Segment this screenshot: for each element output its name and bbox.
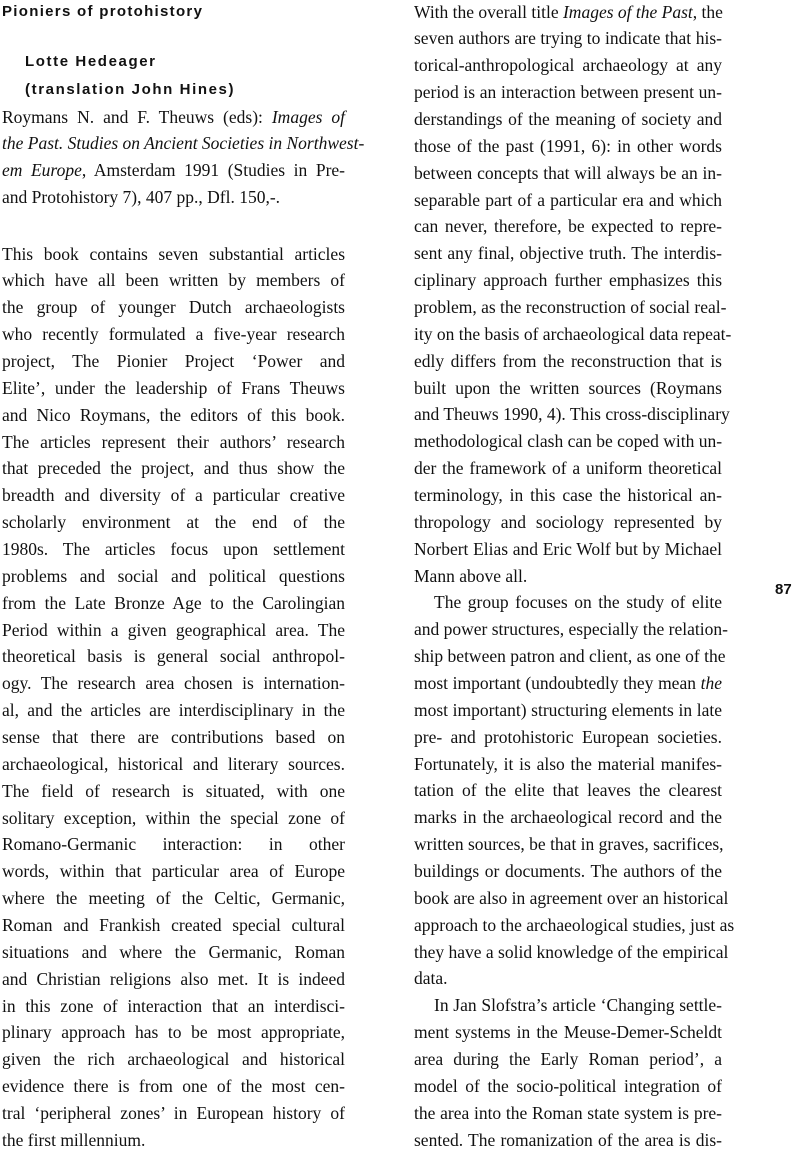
text-segment: words, within that particular area of Europe bbox=[2, 861, 345, 882]
body-line bbox=[414, 536, 722, 563]
body-line bbox=[2, 429, 345, 456]
body-line bbox=[2, 751, 345, 778]
body-line bbox=[414, 348, 722, 375]
citation-line bbox=[2, 104, 345, 131]
body-line bbox=[2, 375, 345, 402]
text-segment: In Jan Slofstra’s article ‘Changing settle- bbox=[434, 995, 722, 1016]
body-line bbox=[414, 401, 730, 428]
body-line bbox=[2, 912, 345, 939]
text-segment: area during the Early Roman period’, a bbox=[414, 1049, 722, 1070]
italic-text: the Past. Studies on Ancient Societies in Northwest- bbox=[2, 133, 365, 154]
body-line bbox=[414, 321, 732, 348]
text-segment: sented. The romanization of the area is dis- bbox=[414, 1129, 722, 1150]
italic-text: em Europe bbox=[2, 160, 82, 181]
text-segment: approach to the archaeological studies, just as bbox=[414, 914, 735, 935]
text-segment: Roman and Frankish created special cultural bbox=[2, 915, 345, 935]
text-segment: Romano-Germanic interaction: in other bbox=[2, 834, 345, 855]
body-line bbox=[2, 805, 345, 832]
text-segment: The group focuses on the study of elite bbox=[434, 592, 722, 613]
text-segment: scholarly environment at the end of the bbox=[2, 512, 345, 533]
body-line bbox=[2, 241, 345, 268]
body-line bbox=[414, 240, 722, 267]
body-line bbox=[2, 939, 345, 966]
body-line bbox=[414, 267, 722, 294]
text-segment: written sources, be that in graves, sacrifices, bbox=[414, 834, 724, 855]
text-segment: who recently formulated a five-year research bbox=[2, 324, 345, 345]
text-segment: built upon the written sources (Roymans bbox=[414, 377, 722, 398]
body-line bbox=[2, 670, 345, 697]
text-segment: ment systems in the Meuse-Demer-Scheldt bbox=[414, 1022, 722, 1043]
body-line bbox=[2, 643, 345, 670]
body-line bbox=[414, 509, 722, 536]
body-line bbox=[414, 1100, 722, 1127]
citation-line bbox=[2, 184, 345, 211]
page-number: 87 bbox=[775, 581, 792, 598]
text-segment: This book contains seven substantial articles bbox=[2, 243, 345, 264]
text-segment: Roymans N. and F. Theuws (eds): bbox=[2, 106, 272, 127]
body-line bbox=[2, 617, 345, 644]
body-line bbox=[414, 616, 728, 643]
body-line bbox=[414, 79, 722, 106]
text-segment: archaeological, historical and literary sources. bbox=[2, 753, 345, 774]
body-line bbox=[2, 724, 345, 751]
body-line bbox=[2, 966, 345, 993]
text-segment: problems and social and political questions bbox=[2, 565, 345, 586]
text-segment: marks in the archaeological record and the bbox=[414, 807, 722, 828]
text-segment: theoretical basis is general social anthropol- bbox=[2, 646, 345, 667]
text-segment: from the Late Bronze Age to the Carolingian bbox=[2, 592, 345, 613]
text-segment: derstandings of the meaning of society and bbox=[414, 108, 722, 129]
text-segment: der the framework of a uniform theoretical bbox=[414, 458, 722, 479]
text-segment: plinary approach has to be most appropriate, bbox=[2, 1022, 345, 1043]
body-line bbox=[414, 0, 722, 26]
body-line bbox=[414, 52, 722, 79]
body-line bbox=[2, 563, 345, 590]
body-line bbox=[414, 965, 722, 992]
body-line bbox=[2, 590, 345, 617]
body-line bbox=[2, 348, 345, 375]
body-line bbox=[414, 1127, 722, 1154]
text-segment: and Protohistory 7), 407 pp., Dfl. 150,-. bbox=[2, 187, 281, 208]
text-segment: , Amsterdam 1991 (Studies in Pre- bbox=[81, 160, 346, 181]
italic-text: Images of bbox=[271, 106, 345, 127]
body-line bbox=[414, 455, 722, 482]
text-segment: Period within a given geographical area. The bbox=[2, 619, 345, 640]
body-line bbox=[414, 804, 722, 831]
body-line bbox=[2, 778, 345, 805]
text-segment: tral ‘peripheral zones’ in European history of bbox=[2, 1103, 345, 1124]
text-segment: With the overall title bbox=[414, 1, 563, 22]
body-line bbox=[2, 1046, 345, 1073]
text-segment: Fortunately, it is also the material manifes- bbox=[414, 753, 722, 774]
author-name: Lotte Hedeager bbox=[25, 53, 157, 70]
body-line bbox=[2, 858, 345, 885]
text-segment: the first millennium. bbox=[2, 1129, 146, 1150]
text-segment: methodological clash can be coped with un- bbox=[414, 431, 723, 452]
text-segment: between concepts that will always be an in- bbox=[414, 162, 722, 183]
text-segment: al, and the articles are interdisciplinary in the bbox=[2, 700, 345, 721]
text-segment: seven authors are trying to indicate that his- bbox=[414, 28, 722, 49]
text-segment: project, The Pionier Project ‘Power and bbox=[2, 350, 345, 371]
body-line bbox=[2, 402, 345, 429]
text-segment: ogy. The research area chosen is internation- bbox=[2, 673, 345, 694]
body-line bbox=[414, 885, 729, 912]
body-line bbox=[2, 1073, 345, 1100]
body-line bbox=[414, 643, 726, 670]
translator-credit: (translation John Hines) bbox=[25, 81, 236, 98]
text-segment: breadth and diversity of a particular creative bbox=[2, 485, 345, 506]
text-segment: situations and where the Germanic, Roman bbox=[2, 941, 345, 962]
text-segment: given the rich archaeological and historical bbox=[2, 1049, 345, 1070]
text-segment: in this zone of interaction that an interdisci- bbox=[2, 995, 345, 1016]
body-line bbox=[414, 1046, 722, 1073]
text-segment: ciplinary approach further emphasizes this bbox=[414, 270, 722, 291]
body-line bbox=[2, 1100, 345, 1127]
text-segment: torical-anthropological archaeology at any bbox=[414, 55, 722, 76]
body-line bbox=[414, 106, 722, 133]
text-segment: , the bbox=[692, 1, 723, 22]
text-segment: problem, as the reconstruction of social real- bbox=[414, 296, 727, 317]
text-segment: most important (undoubtedly they mean bbox=[414, 673, 701, 693]
body-line bbox=[2, 993, 345, 1020]
body-line bbox=[414, 133, 722, 160]
text-segment: and Christian religions also met. It is indeed bbox=[2, 968, 345, 989]
body-line bbox=[414, 939, 729, 966]
body-line bbox=[2, 509, 345, 536]
body-line bbox=[414, 25, 722, 52]
citation-line bbox=[2, 130, 365, 157]
body-line bbox=[414, 858, 722, 885]
text-segment: and Nico Roymans, the editors of this book. bbox=[2, 404, 345, 425]
text-segment: terminology, in this case the historical an- bbox=[414, 484, 722, 505]
text-segment: where the meeting of the Celtic, Germanic, bbox=[2, 888, 345, 909]
body-line bbox=[414, 751, 722, 778]
text-segment: and Theuws 1990, 4). This cross-disciplinary bbox=[414, 404, 730, 425]
text-segment: solitary exception, within the special zone of bbox=[2, 807, 345, 828]
text-segment: tation of the elite that leaves the clearest bbox=[414, 780, 722, 801]
text-segment: Norbert Elias and Eric Wolf but by Michael bbox=[414, 538, 722, 559]
body-line bbox=[414, 697, 722, 724]
body-line bbox=[2, 482, 345, 509]
body-line bbox=[414, 831, 722, 858]
body-line bbox=[414, 294, 727, 321]
text-segment: Mann above all. bbox=[414, 565, 528, 586]
text-segment: that preceded the project, and thus show the bbox=[2, 458, 345, 479]
text-segment: thropology and sociology represented by bbox=[414, 511, 722, 532]
body-line bbox=[2, 831, 345, 858]
text-segment: separable part of a particular era and which bbox=[414, 189, 722, 210]
body-line bbox=[414, 187, 722, 214]
body-line bbox=[414, 375, 722, 402]
italic-text: Images of the Past bbox=[562, 1, 693, 22]
body-line bbox=[414, 912, 735, 939]
text-segment: model of the socio-political integration of bbox=[414, 1075, 722, 1096]
text-segment: evidence there is from one of the most cen- bbox=[2, 1076, 345, 1097]
body-line bbox=[414, 589, 722, 616]
body-line bbox=[414, 777, 722, 804]
text-segment: the group of younger Dutch archaeologists bbox=[2, 297, 345, 318]
body-line bbox=[414, 670, 722, 697]
text-segment: buildings or documents. The authors of the bbox=[414, 861, 722, 882]
body-line bbox=[414, 428, 722, 455]
body-line bbox=[2, 885, 345, 912]
body-line bbox=[414, 992, 722, 1019]
text-segment: ity on the basis of archaeological data repeat- bbox=[414, 323, 732, 344]
body-line bbox=[2, 321, 345, 348]
italic-text: the bbox=[700, 673, 722, 693]
body-line bbox=[2, 697, 345, 724]
text-segment: the area into the Roman state system is pre- bbox=[414, 1102, 722, 1123]
text-segment: they have a solid knowledge of the empirical bbox=[414, 941, 729, 962]
text-segment: which have all been written by members of bbox=[2, 270, 345, 291]
running-title: Pioniers of protohistory bbox=[2, 3, 204, 20]
body-line bbox=[2, 1127, 345, 1154]
body-line bbox=[414, 563, 722, 590]
text-segment: those of the past (1991, 6): in other words bbox=[414, 135, 722, 156]
body-line bbox=[414, 160, 722, 187]
text-segment: ship between patron and client, as one of the bbox=[414, 646, 726, 667]
text-segment: can never, therefore, be expected to repre- bbox=[414, 216, 722, 237]
body-line bbox=[414, 724, 722, 751]
citation-line bbox=[2, 157, 345, 184]
text-segment: The articles represent their authors’ research bbox=[2, 431, 345, 452]
body-line bbox=[2, 267, 345, 294]
body-line bbox=[2, 1019, 345, 1046]
body-line bbox=[414, 482, 722, 509]
text-segment: edly differs from the reconstruction that is bbox=[414, 350, 722, 371]
text-segment: Elite’, under the leadership of Frans Theuws bbox=[2, 377, 345, 398]
text-segment: sent any final, objective truth. The interdis- bbox=[414, 243, 722, 264]
text-segment: period is an interaction between present un- bbox=[414, 82, 722, 103]
text-segment: most important) structuring elements in late bbox=[414, 699, 722, 720]
body-line bbox=[2, 455, 345, 482]
text-segment: 1980s. The articles focus upon settlement bbox=[2, 538, 345, 559]
text-segment: data. bbox=[414, 968, 448, 989]
body-line bbox=[414, 1073, 722, 1100]
text-segment: book are also in agreement over an historical bbox=[414, 887, 729, 908]
body-line bbox=[414, 1019, 722, 1046]
text-segment: The field of research is situated, with one bbox=[2, 780, 345, 801]
body-line bbox=[414, 213, 722, 240]
body-line bbox=[2, 536, 345, 563]
text-segment: pre- and protohistoric European societies. bbox=[414, 726, 722, 747]
body-line bbox=[2, 294, 345, 321]
text-segment: and power structures, especially the relation- bbox=[414, 619, 728, 640]
text-segment: sense that there are contributions based on bbox=[2, 726, 345, 747]
